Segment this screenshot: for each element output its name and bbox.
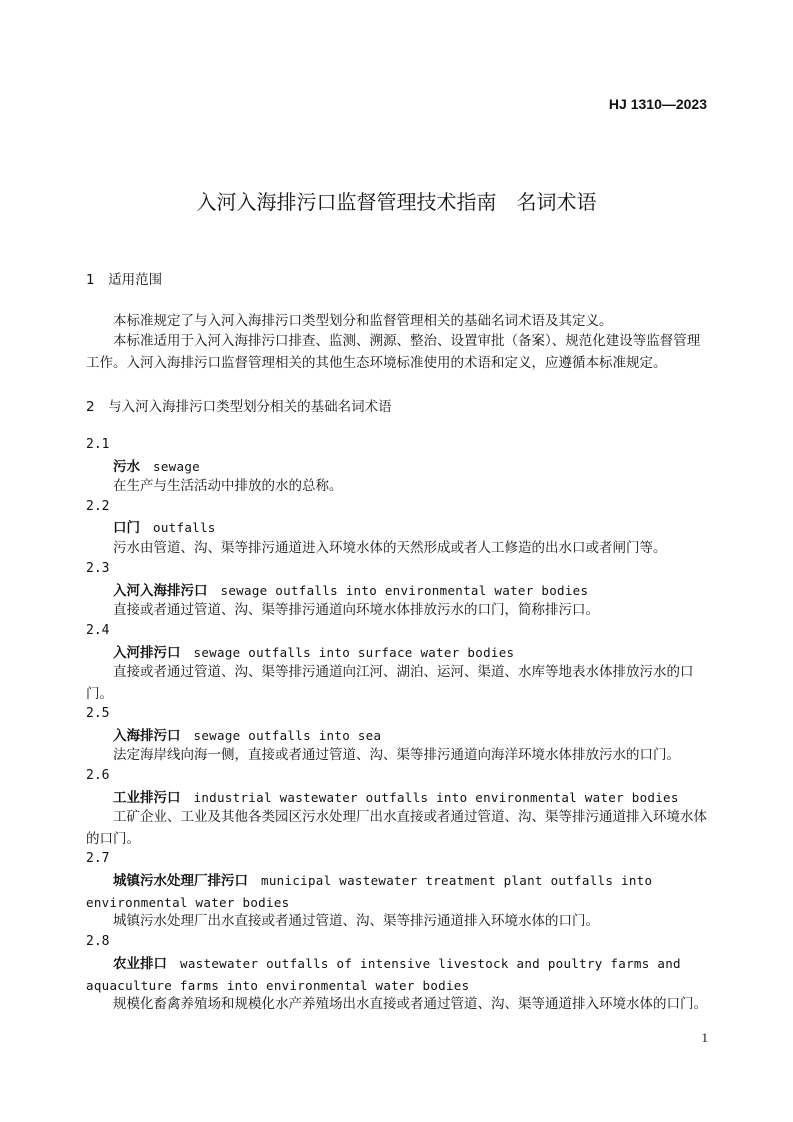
term-chinese: 污水 [113,459,140,475]
term-definition: 直接或者通过管道、沟、渠等排污通道向环境水体排放污水的口门，简称排污口。 [113,602,599,618]
standard-code: HJ 1310—2023 [608,96,707,112]
term-chinese: 城镇污水处理厂排污口 [113,873,248,889]
term-english: industrial wastewater outfalls into environmental water bodies [193,790,679,805]
term-english: municipal wastewater treatment plant outfalls into environmental water bodies [86,873,653,910]
term-number: 2.7 [86,851,110,866]
section-1-paragraph-1: 本标准规定了与入河入海排污口类型划分和监督管理相关的基础名词术语及其定义。 [113,313,613,329]
term-number: 2.5 [86,706,110,721]
term-number: 2.6 [86,768,110,783]
term-definition: 在生产与生活活动中排放的水的总称。 [113,478,343,494]
term-chinese: 工业排污口 [113,790,181,806]
term-definition: 规模化畜禽养殖场和规模化水产养殖场出水直接或者通过管道、沟、渠等通道排入环境水体的口门。 [113,996,707,1012]
term-chinese: 入海排污口 [113,728,181,744]
term-english: sewage outfalls into surface water bodies [193,645,515,660]
term-definition: 城镇污水处理厂出水直接或者通过管道、沟、渠等排污通道排入环境水体的口门。 [113,913,599,929]
term-number: 2.2 [86,499,110,514]
term-chinese: 入河入海排污口 [113,583,208,599]
term-chinese: 口门 [113,520,140,536]
term-number: 2.4 [86,623,110,638]
page-number: 1 [701,1030,708,1045]
term-number: 2.1 [86,437,110,452]
term-heading [86,953,708,996]
section-1-heading: 1 适用范围 [86,272,163,288]
term-chinese: 入河排污口 [113,645,181,661]
term-heading [86,517,708,539]
term-definition: 直接或者通过管道、沟、渠等排污通道向江河、湖泊、运河、渠道、水库等地表水体排放污水的口门。 [86,664,694,702]
term-english: wastewater outfalls of intensive livestock and poultry farms and aquaculture farms into environmental water bodies [86,956,681,993]
section-2-heading: 2 与入河入海排污口类型划分相关的基础名词术语 [86,399,392,415]
term-english: sewage outfalls into environmental water bodies [220,583,589,598]
term-heading [86,870,708,913]
term-english: outfalls [153,520,216,535]
term-definition: 污水由管道、沟、渠等排污通道进入环境水体的天然形成或者人工修造的出水口或者闸门等。 [113,540,667,556]
term-chinese: 农业排口 [113,956,167,972]
term-number: 2.3 [86,561,110,576]
page-title: 入河入海排污口监督管理技术指南 名词术语 [196,190,597,214]
term-number: 2.8 [86,934,110,949]
term-definition: 法定海岸线向海一侧，直接或者通过管道、沟、渠等排污通道向海洋环境水体排放污水的口门。 [113,747,680,763]
term-english: sewage [153,459,200,474]
term-definition: 工矿企业、工业及其他各类园区污水处理厂出水直接或者通过管道、沟、渠等排污通道排入环境水体的口门。 [86,809,707,847]
section-1-paragraph-2: 本标准适用于入河入海排污口排查、监测、溯源、整治、设置审批（备案）、规范化建设等监督管理工作。入河入海排污口监督管理相关的其他生态环境标准使用的术语和定义，应遵循本标准规定。 [86,333,701,371]
term-english: sewage outfalls into sea [193,728,382,743]
